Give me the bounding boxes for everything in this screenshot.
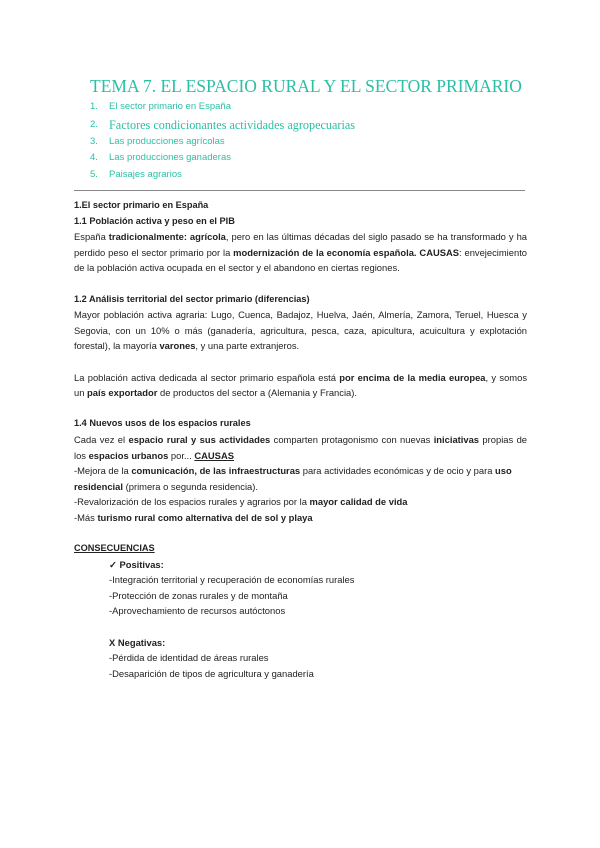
bold-span: país exportador xyxy=(87,387,158,399)
toc-number: 3. xyxy=(90,135,98,147)
page-title: TEMA 7. EL ESPACIO RURAL Y EL SECTOR PRIMARIO xyxy=(90,76,522,96)
bold-span: por encima de la media europea xyxy=(339,371,486,383)
bold-span: mayor calidad de vida xyxy=(309,496,408,508)
table-of-contents xyxy=(90,99,355,183)
toc-number: 1. xyxy=(90,101,98,112)
toc-item xyxy=(90,99,355,116)
text-span: -Mejora de la xyxy=(74,465,132,477)
subsection-heading: 1.4 Nuevos usos de los espacios rurales xyxy=(74,418,251,429)
list-item: -Desaparición de tipos de agricultura y ganadería xyxy=(109,667,314,679)
toc-label: Paisajes agrarios xyxy=(109,168,182,180)
toc-label: Factores condicionantes actividades agropecuarias xyxy=(109,117,356,132)
bold-span: espacio rural y sus actividades xyxy=(128,433,271,445)
text-span: de productos del sector a (Alemania y Francia). xyxy=(157,387,357,399)
list-line xyxy=(74,510,527,526)
bold-span: modernización de la economía española. xyxy=(233,246,417,258)
positive-label: ✓ Positivas: xyxy=(109,558,164,570)
list-item: -Aprovechamiento de recursos autóctonos xyxy=(109,605,286,617)
spacer xyxy=(74,354,527,370)
horizontal-divider xyxy=(74,190,525,191)
text-span: -Revalorización de los espacios rurales y agrarios por la xyxy=(74,496,310,508)
text-span: , y somos un xyxy=(74,371,528,399)
toc-number: 4. xyxy=(90,152,98,163)
paragraph xyxy=(74,229,527,276)
text-span: Cada vez el xyxy=(74,433,129,445)
paragraph xyxy=(74,307,527,354)
list-line xyxy=(74,494,527,510)
text-span: por... xyxy=(168,449,195,461)
toc-label: Las producciones agrícolas xyxy=(109,135,225,147)
toc-label: El sector primario en España xyxy=(109,101,231,112)
list-item: -Protección de zonas rurales y de montaña xyxy=(109,589,288,601)
text-span: , pero en las últimas décadas del siglo pasado se ha transformado y ha perdido peso el sector primario por la xyxy=(74,231,527,258)
text-span: La población activa dedicada al sector primario española está xyxy=(74,371,340,383)
paragraph xyxy=(74,370,527,401)
spacer xyxy=(74,276,527,292)
text-span: : envejecimiento de la población activa ocupada en el sector y el abandono en ciertas regiones. xyxy=(74,246,528,274)
text-span: Mayor población activa agraria: Lugo, Cuenca, Badajoz, Huelva, Jaén, Almería, Zamora, Teruel, Huesca y Segovia, con un 10% o más (ganadería, agricultura, pesca, caza, apicultura, acuicultura y explotación forestal), la mayoría xyxy=(74,309,527,352)
toc-item xyxy=(90,134,355,151)
toc-label: Las producciones ganaderas xyxy=(109,152,232,163)
bold-span: turismo rural como alternativa del de sol y playa xyxy=(97,511,313,523)
bold-span: espacios urbanos xyxy=(88,449,169,461)
text-span: España xyxy=(74,231,109,243)
bold-span: tradicionalmente: agrícola xyxy=(108,231,226,243)
toc-number: 2. xyxy=(90,118,98,130)
causas-underlined: CAUSAS xyxy=(194,449,234,461)
spacer xyxy=(74,619,527,635)
bold-span: CAUSAS xyxy=(419,246,460,258)
spacer xyxy=(74,525,527,541)
text-span: para actividades económicas y de ocio y para xyxy=(300,465,496,477)
toc-item xyxy=(90,150,355,167)
negative-label: X Negativas: xyxy=(109,636,166,648)
bold-span: comunicación, de las infraestructuras xyxy=(131,465,301,477)
toc-number: 5. xyxy=(90,168,98,180)
paragraph xyxy=(74,432,527,463)
text-span: comparten protagonismo con nuevas xyxy=(270,433,434,445)
text-span: , y una parte extranjeros. xyxy=(195,340,300,352)
bold-span: uso residencial xyxy=(74,465,512,492)
section-heading: 1.El sector primario en España xyxy=(74,200,209,210)
spacer xyxy=(74,401,527,417)
list-line xyxy=(74,463,527,494)
toc-item xyxy=(90,116,355,134)
list-item: -Pérdida de identidad de áreas rurales xyxy=(109,652,269,664)
bold-span: iniciativas xyxy=(433,433,480,445)
subsection-heading: 1.1 Población activa y peso en el PIB xyxy=(74,215,235,226)
consecuencias-heading: CONSECUENCIAS xyxy=(74,543,155,554)
list-item: -Integración territorial y recuperación de economías rurales xyxy=(109,574,355,586)
bold-span: varones xyxy=(159,340,196,352)
text-span: propias de los xyxy=(74,433,527,461)
text-span: -Más xyxy=(74,511,98,523)
document-body xyxy=(74,198,527,681)
subsection-heading: 1.2 Análisis territorial del sector primario (diferencias) xyxy=(74,293,310,304)
toc-item xyxy=(90,167,355,184)
text-span: (primera o segunda residencia). xyxy=(123,480,258,492)
